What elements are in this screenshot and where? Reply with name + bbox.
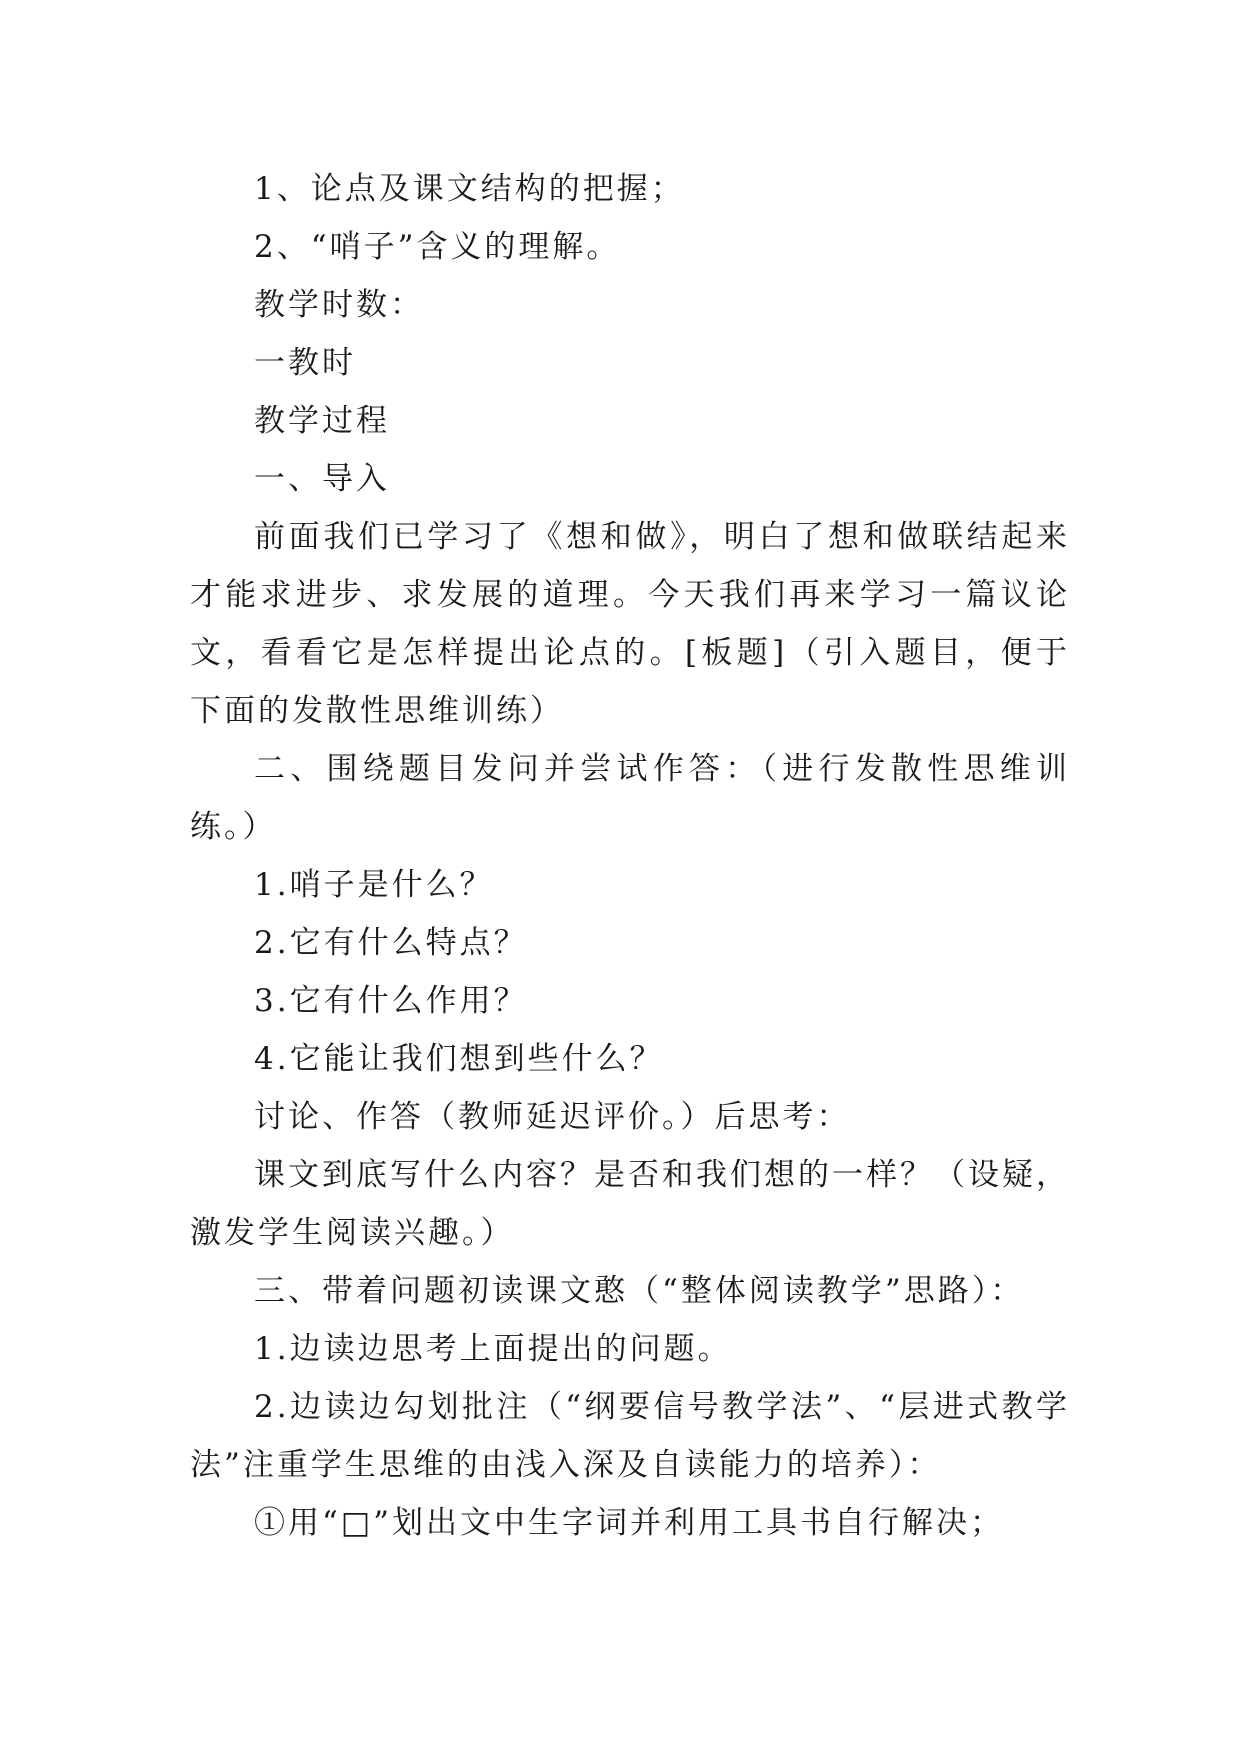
paragraph-reading-step-1: 1.边读边思考上面提出的问题。: [254, 1331, 732, 1367]
paragraph-intro-text: 前面我们已学习了《想和做》，明白了想和做联结起来才能求进步、求发展的道理。今天我们再来学习一篇议论文，看看它是怎样提出论点的。[板题]（引入题目，便于下面的发散性思维训练）: [190, 519, 1070, 729]
paragraph-question-2: 2.它有什么特点？: [254, 925, 528, 961]
paragraph-question-1: 1.哨子是什么？: [254, 867, 494, 903]
paragraph-reading-substep-1: ①用“□”划出文中生字词并利用工具书自行解决；: [254, 1505, 1004, 1541]
paragraph-teaching-hours-label: 教学时数：: [254, 287, 424, 323]
paragraph-teaching-process-heading: 教学过程: [254, 403, 390, 439]
paragraph-section-first-reading-heading: 三、带着问题初读课文憨（“整体阅读教学”思路）：: [254, 1273, 1025, 1309]
paragraph-key-point-2: 2、“哨子”含义的理解。: [254, 229, 621, 265]
paragraph-teaching-hours-value: 一教时: [254, 345, 356, 381]
paragraph-reading-step-2: 2.边读边勾划批注（“纲要信号教学法”、“层进式教学法”注重学生思维的由浅入深及自读能力的培养）：: [190, 1389, 1070, 1483]
paragraph-section-questions-heading: 二、围绕题目发问并尝试作答：（进行发散性思维训练。）: [190, 751, 1070, 845]
paragraph-question-4: 4.它能让我们想到些什么？: [254, 1041, 664, 1077]
paragraph-section-intro-heading: 一、导入: [254, 461, 390, 497]
paragraph-question-3: 3.它有什么作用？: [254, 983, 528, 1019]
paragraph-reflection-question: 课文到底写什么内容？是否和我们想的一样？（设疑，激发学生阅读兴趣。）: [190, 1157, 1070, 1251]
paragraph-discussion: 讨论、作答（教师延迟评价。）后思考：: [254, 1099, 851, 1135]
paragraph-key-point-1: 1、论点及课文结构的把握；: [254, 171, 685, 207]
document-body: [190, 160, 1070, 1552]
